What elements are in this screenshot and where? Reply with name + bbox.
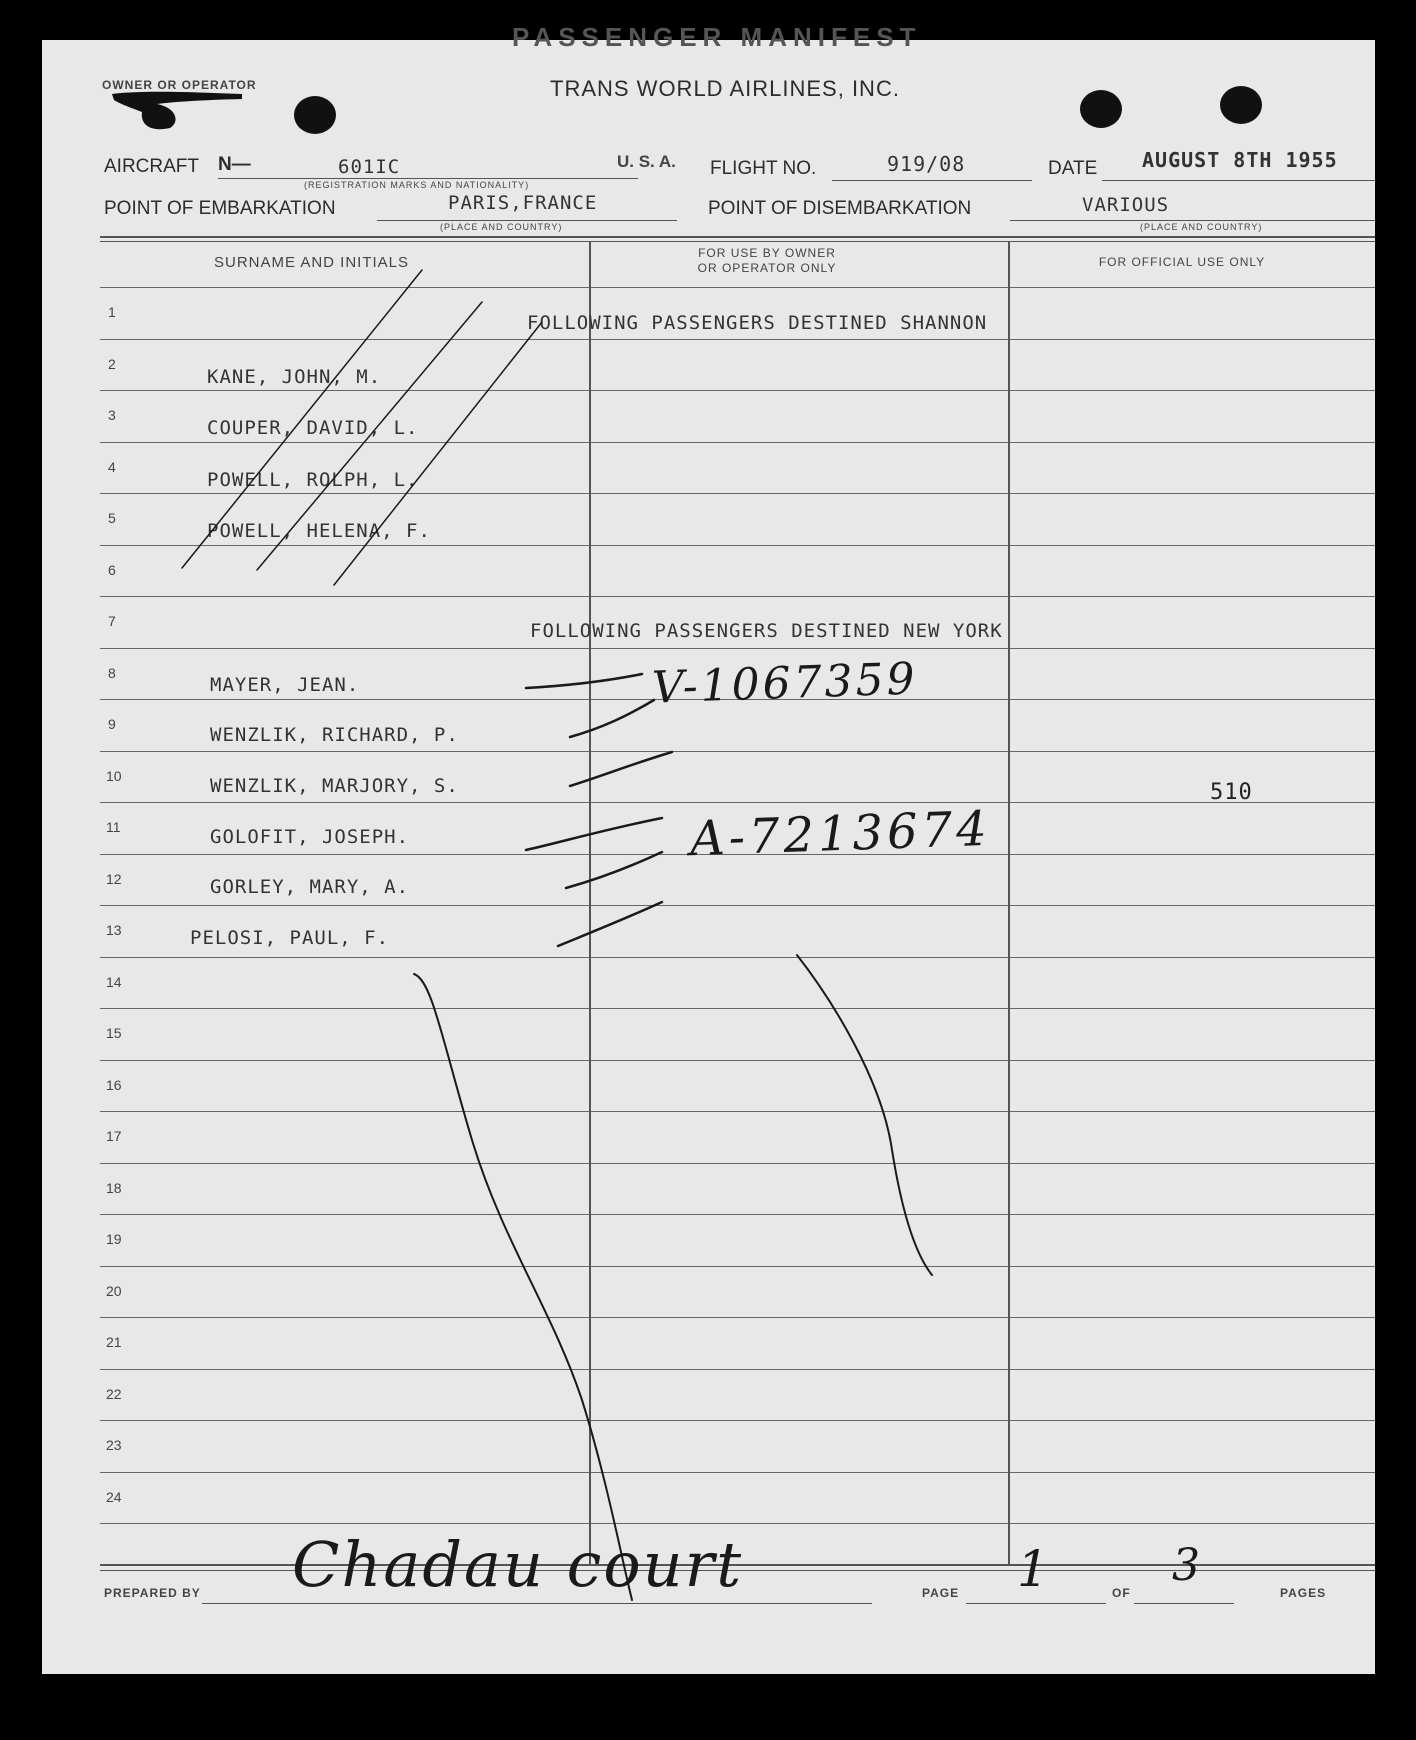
group-heading-new-york: FOLLOWING PASSENGERS DESTINED NEW YORK: [530, 620, 1003, 642]
row-number: 6: [108, 562, 116, 578]
tick-mark: [570, 752, 672, 786]
row-number: 2: [108, 356, 116, 372]
passenger-name: WENZLIK, RICHARD, P.: [210, 724, 459, 746]
tick-mark: [570, 700, 654, 737]
embarkation-note: (PLACE AND COUNTRY): [440, 222, 563, 232]
row-number: 17: [106, 1128, 122, 1144]
row-number: 20: [106, 1283, 122, 1299]
aircraft-prefix: N—: [218, 154, 251, 175]
row-number: 3: [108, 407, 116, 423]
page-label: PAGE: [922, 1586, 960, 1600]
row-number: 14: [106, 974, 122, 990]
row-number: 16: [106, 1077, 122, 1093]
passenger-name: POWELL, HELENA, F.: [207, 520, 431, 542]
strike-line: [334, 322, 542, 585]
passenger-name: KANE, JOHN, M.: [207, 366, 382, 388]
group-heading-shannon: FOLLOWING PASSENGERS DESTINED SHANNON: [527, 312, 988, 334]
column-header-official: FOR OFFICIAL USE ONLY: [1098, 255, 1266, 269]
passenger-name: POWELL, ROLPH, L.: [207, 469, 419, 491]
registration-note: (REGISTRATION MARKS AND NATIONALITY): [304, 180, 530, 190]
curved-line: [797, 955, 932, 1275]
tick-mark: [526, 818, 662, 850]
row-number: 21: [106, 1334, 122, 1350]
page-underline: [966, 1603, 1106, 1604]
row-number: 10: [106, 768, 122, 784]
aircraft-label: AIRCRAFT: [104, 156, 199, 177]
of-underline: [1134, 1603, 1234, 1604]
passenger-name: COUPER, DAVID, L.: [207, 417, 419, 439]
strike-line: [182, 270, 422, 568]
row-number: 7: [108, 613, 116, 629]
column-header-owner-use-line2: OR OPERATOR ONLY: [697, 261, 837, 275]
date-label: DATE: [1048, 158, 1098, 179]
signature: Chadau court: [292, 1528, 744, 1601]
row-number: 13: [106, 922, 122, 938]
disembarkation-label: POINT OF DISEMBARKATION: [708, 198, 972, 219]
passenger-name: GOLOFIT, JOSEPH.: [210, 826, 410, 848]
visa-number-2: A-7213674: [689, 800, 992, 868]
row-number: 22: [106, 1386, 122, 1402]
form-title: PASSENGER MANIFEST: [512, 22, 922, 52]
disembarkation-note: (PLACE AND COUNTRY): [1140, 222, 1263, 232]
page-total: 3: [1172, 1540, 1200, 1591]
passenger-name: GORLEY, MARY, A.: [210, 876, 410, 898]
curved-line: [414, 974, 632, 1600]
airline-name: TRANS WORLD AIRLINES, INC.: [550, 76, 900, 101]
embarkation-value: PARIS,FRANCE: [448, 192, 598, 214]
of-label: OF: [1112, 1586, 1131, 1600]
strike-line: [257, 302, 482, 570]
date-value: AUGUST 8TH 1955: [1142, 148, 1338, 172]
column-header-owner-use-line1: FOR USE BY OWNER: [698, 246, 836, 260]
owner-operator-label: OWNER OR OPERATOR: [102, 78, 257, 92]
tick-mark: [526, 674, 642, 688]
row-number: 9: [108, 716, 116, 732]
row-number: 5: [108, 510, 116, 526]
prepared-by-label: PREPARED BY: [104, 1586, 201, 1600]
aircraft-value: 601IC: [338, 156, 401, 178]
row-number: 4: [108, 459, 116, 475]
visa-number-1: V-1067359: [651, 653, 919, 714]
column-header-surname: SURNAME AND INITIALS: [214, 254, 410, 271]
official-mark: 510: [1210, 780, 1253, 805]
row-number: 1: [108, 304, 116, 320]
manifest-page: [42, 22, 1375, 1674]
page-number: 1: [1017, 1540, 1049, 1598]
passenger-name: PELOSI, PAUL, F.: [190, 927, 390, 949]
row-number: 12: [106, 871, 122, 887]
row-number: 11: [106, 819, 121, 835]
prepared-by-underline: [202, 1603, 872, 1604]
row-number: 23: [106, 1437, 122, 1453]
row-number: 18: [106, 1180, 122, 1196]
tick-mark: [558, 902, 662, 946]
tick-mark: [566, 852, 662, 888]
flight-value: 919/08: [887, 152, 966, 176]
row-number: 8: [108, 665, 116, 681]
embarkation-label: POINT OF EMBARKATION: [104, 198, 336, 219]
flight-label: FLIGHT NO.: [710, 158, 817, 179]
row-number: 24: [106, 1489, 122, 1505]
passenger-name: WENZLIK, MARJORY, S.: [210, 775, 459, 797]
disembarkation-value: VARIOUS: [1082, 194, 1170, 216]
row-number: 15: [106, 1025, 122, 1041]
row-number: 19: [106, 1231, 122, 1247]
pages-label: PAGES: [1280, 1586, 1327, 1600]
passenger-name: MAYER, JEAN.: [210, 674, 360, 696]
country-label: U. S. A.: [617, 152, 676, 171]
